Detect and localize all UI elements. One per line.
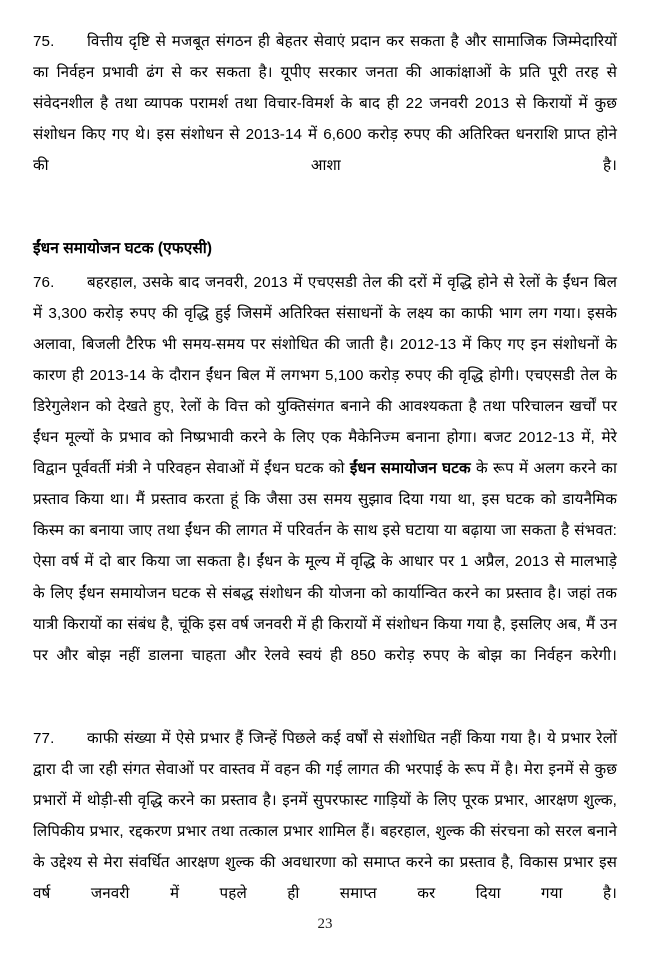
paragraph-spacer <box>33 702 617 723</box>
paragraph-76-number: 76. <box>33 273 55 291</box>
paragraph-75-number: 75. <box>33 33 55 50</box>
paragraph-77-text: काफी संख्या में ऐसे प्रभार हैं जिन्हें पिछले कई वर्षों से संशोधित नहीं किया गया है। ये प्रभार रेलों द्वारा दी जा रही संगत सेवाओं पर वास्तव में वहन की गई लागत की भरपाई के रूप में है। मेरा इनमें से कुछ प्रभारों में थोड़ी-सी वृद्धि करने का प्रस्ताव है। इनमें सुपरफास्ट गाड़ियों के लिए पूरक प्रभार, आरक्षण शुल्क, लिपिकीय प्रभार, रद्दकरण प्रभार तथा तत्काल प्रभार शामिल हैं। बहरहाल, शुल्क की संरचना को सरल बनाने के उद्देश्य से मेरा संवर्धित आरक्षण शुल्क की अवधारणा को समाप्त करने का प्रस्ताव है, विकास प्रभार इस वर्ष जनवरी में पहले ही समाप्त कर दिया गया है। <box>33 729 617 903</box>
page-content <box>33 26 617 941</box>
paragraph-75-text: वित्तीय दृष्टि से मजबूत संगठन ही बेहतर सेवाएं प्रदान कर सकता है और सामाजिक जिम्मेदारियों का निर्वहन प्रभावी ढंग से कर सकता है। यूपीए सरकार जनता की आकांक्षाओं के प्रति पूरी तरह से संवेदनशील है तथा व्यापक परामर्श तथा विचार-विमर्श के बाद ही 22 जनवरी 2013 से किरायों में कुछ संशोधन किए गए थे। इस संशोधन से 2013-14 में 6,600 करोड़ रुपए की अतिरिक्त धनराशि प्राप्त होने की आशा है। <box>33 33 617 175</box>
paragraph-77 <box>33 723 617 941</box>
paragraph-77-number: 77. <box>33 729 55 747</box>
paragraph-75 <box>33 26 617 213</box>
paragraph-76-text-part2: के रूप में अलग करने का प्रस्ताव किया था। मैं प्रस्ताव करता हूं कि जैसा उस समय सुझाव दिया गया था, इस घटक को डायनैमिक किस्म का बनाया जाए तथा ईंधन की लागत में परिवर्तन के साथ इसे घटाया या बढ़ाया जा सकता है संभवत: ऐसा वर्ष में दो बार किया जा सकता है। ईंधन के मूल्य में वृद्धि के आधार पर 1 अप्रैल, 2013 से मालभाड़े के लिए ईंधन समायोजन घटक से संबद्ध संशोधन की योजना को कार्यान्वित करने का प्रस्ताव है। जहां तक यात्री किरायों का संबंध है, चूंकि इस वर्ष जनवरी में ही किरायों में संशोधन किया गया है, इसलिए अब, मैं उन पर और बोझ नहीं डालना चाहता और रेलवे स्वयं ही 850 करोड़ रुपए के बोझ का निर्वहन करेगी। <box>33 460 618 664</box>
paragraph-76 <box>33 267 617 702</box>
paragraph-76-bold-phrase: ईंधन समायोजन घटक <box>349 460 471 478</box>
section-heading-fuel-adjustment-component: ईंधन समायोजन घटक (एफएसी) <box>33 239 213 257</box>
page-number-footer: 23 <box>317 916 333 932</box>
paragraph-76-text-part1: बहरहाल, उसके बाद जनवरी, 2013 में एचएसडी तेल की दरों में वृद्धि होने से रेलों के ईंधन बिल में 3,300 करोड़ रुपए की वृद्धि हुई जिसमें अतिरिक्त संसाधनों के लक्ष्य का काफी भाग लग गया। इसके अलावा, बिजली टैरिफ भी समय-समय पर संशोधित की जाती है। 2012-13 में किए गए इन संशोधनों के कारण ही 2013-14 के दौरान ईंधन बिल में लगभग 5,100 करोड़ रुपए की वृद्धि होगी। एचएसडी तेल के डिरेगुलेशन को देखते हुए, रेलों के वित्त को युक्तिसंगत बनाने की आवश्यकता है तथा परिचालन खर्चों पर ईंधन मूल्यों के प्रभाव को निष्प्रभावी करने के लिए एक मैकेनिज्म बनाना होगा। बजट 2012-13 में, मेरे विद्वान पूर्ववर्ती मंत्री ने परिवहन सेवाओं में ईंधन घटक को <box>33 273 617 478</box>
